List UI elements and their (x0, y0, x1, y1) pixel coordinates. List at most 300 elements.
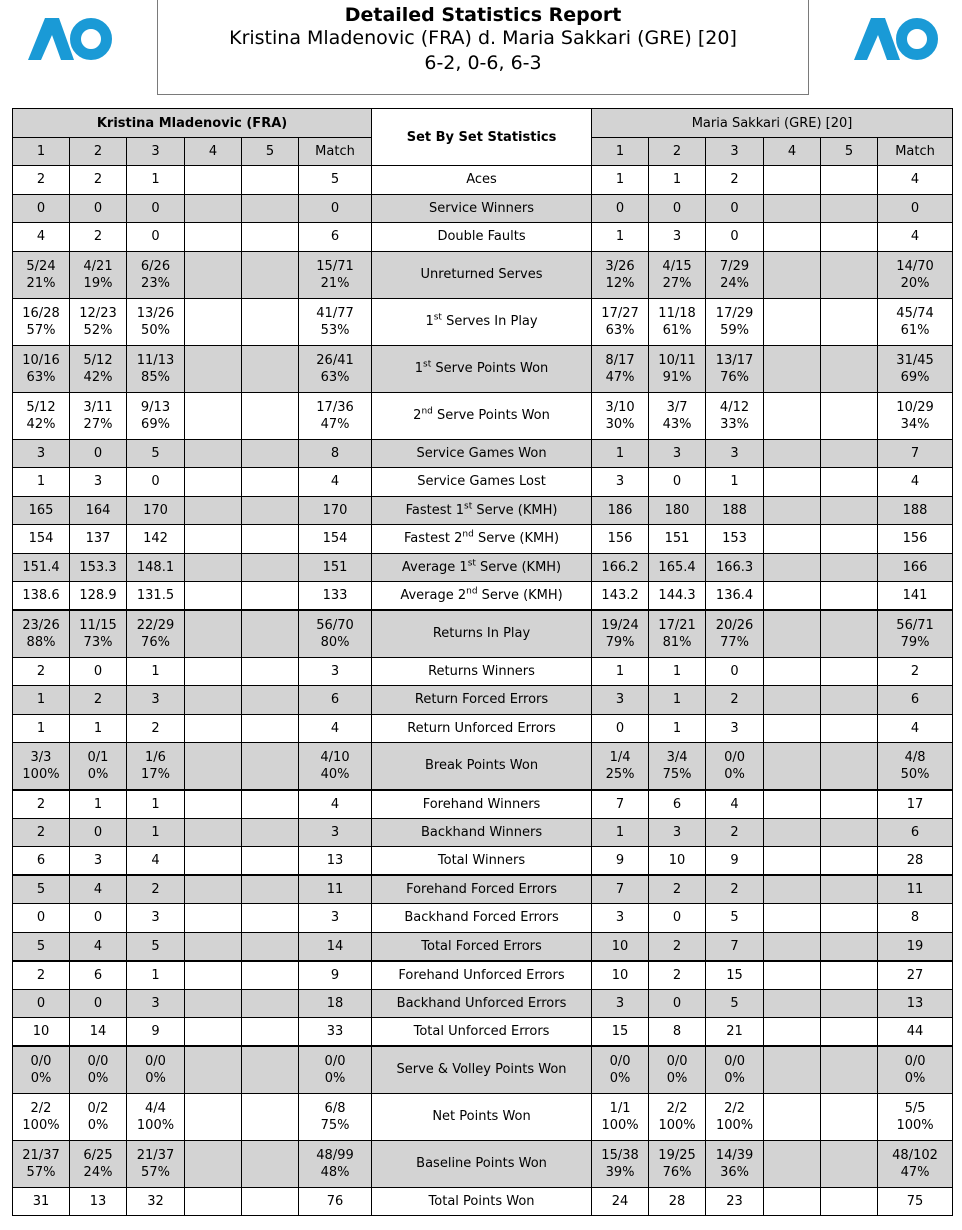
p1-set-value (185, 392, 242, 439)
p1-set-value: 0/1 0% (70, 743, 127, 790)
p2-set-value: 0/0 0% (592, 1046, 649, 1093)
p2-set-value: 2 (878, 657, 953, 686)
p2-set-value (764, 1140, 821, 1187)
p1-set-value: 41/77 53% (299, 298, 372, 345)
stat-row (13, 686, 953, 715)
p1-set-value (185, 714, 242, 743)
p2-set-value (764, 553, 821, 582)
p2-set-value (821, 439, 878, 468)
stat-row (13, 904, 953, 933)
stat-row (13, 714, 953, 743)
p1-set-value (242, 875, 299, 904)
p1-set-value: 2 (127, 875, 185, 904)
p1-set-value: 15/71 21% (299, 251, 372, 298)
p2-set-value: 11/18 61% (649, 298, 706, 345)
p2-set-value: 4 (878, 166, 953, 195)
p1-set-value: 76 (299, 1187, 372, 1216)
p1-set-value (242, 345, 299, 392)
ao-logo-right (854, 18, 938, 64)
stat-row (13, 847, 953, 876)
p1-set-value: 22/29 76% (127, 610, 185, 657)
p2-set-value: 13/17 76% (706, 345, 764, 392)
p1-set-value (185, 553, 242, 582)
p1-set-value (242, 525, 299, 554)
p1-set-value: 1 (70, 714, 127, 743)
stat-row (13, 223, 953, 252)
p2-set-value: 2 (706, 166, 764, 195)
p1-set-value: 11/15 73% (70, 610, 127, 657)
p1-set-value: 3 (299, 818, 372, 847)
p2-set-value: 2 (649, 961, 706, 990)
p2-set-value: 10/11 91% (649, 345, 706, 392)
p2-set-value (764, 1018, 821, 1047)
p1-col-label: 3 (127, 138, 185, 166)
p1-set-value (185, 790, 242, 819)
p2-set-value: 0/0 0% (706, 1046, 764, 1093)
p2-set-value: 7 (706, 932, 764, 961)
p1-set-value (242, 743, 299, 790)
ao-logo-left (28, 18, 112, 64)
stat-row (13, 392, 953, 439)
p2-set-value: 1 (649, 166, 706, 195)
p1-set-value: 21/37 57% (127, 1140, 185, 1187)
p2-set-value: 0 (706, 657, 764, 686)
p2-set-value: 0/0 0% (649, 1046, 706, 1093)
p2-set-value (821, 610, 878, 657)
p1-set-value: 11/13 85% (127, 345, 185, 392)
p1-set-value: 148.1 (127, 553, 185, 582)
p2-set-value: 3/10 30% (592, 392, 649, 439)
p1-set-value: 3 (299, 657, 372, 686)
stat-row (13, 790, 953, 819)
p1-set-value (242, 1187, 299, 1216)
p2-set-value (821, 657, 878, 686)
p1-set-value (185, 166, 242, 195)
p2-set-value: 4 (706, 790, 764, 819)
p2-set-value: 19/25 76% (649, 1140, 706, 1187)
p1-set-value: 0 (13, 989, 70, 1018)
p1-set-value: 10 (13, 1018, 70, 1047)
p2-set-value (764, 657, 821, 686)
p2-set-value: 0/0 0% (706, 743, 764, 790)
p2-set-value (821, 714, 878, 743)
p1-set-value: 0 (127, 223, 185, 252)
stat-row (13, 496, 953, 525)
p1-set-value: 154 (299, 525, 372, 554)
p1-set-value: 1 (70, 790, 127, 819)
p1-col-label: 2 (70, 138, 127, 166)
p1-set-value (185, 194, 242, 223)
p1-set-value: 26/41 63% (299, 345, 372, 392)
stat-label: Break Points Won (372, 743, 592, 790)
p2-set-value: 3 (592, 904, 649, 933)
p2-set-value: 3 (649, 223, 706, 252)
p2-set-value: 3 (649, 818, 706, 847)
p2-set-value: 0 (706, 223, 764, 252)
stat-label: Total Winners (372, 847, 592, 876)
p1-set-value: 10/16 63% (13, 345, 70, 392)
p2-set-value (764, 223, 821, 252)
p2-set-value: 2 (649, 875, 706, 904)
p2-set-value: 1 (592, 818, 649, 847)
p1-set-value: 164 (70, 496, 127, 525)
p1-set-value: 0/0 0% (13, 1046, 70, 1093)
p2-set-value (821, 525, 878, 554)
p1-set-value (185, 818, 242, 847)
p1-set-value (185, 525, 242, 554)
stat-row (13, 818, 953, 847)
p2-set-value: 10 (592, 932, 649, 961)
p2-set-value: 19/24 79% (592, 610, 649, 657)
p1-set-value (242, 1140, 299, 1187)
p1-set-value (185, 989, 242, 1018)
stat-row (13, 989, 953, 1018)
p2-set-value: 2 (706, 875, 764, 904)
p2-set-value (821, 251, 878, 298)
stat-row (13, 345, 953, 392)
p2-set-value (764, 1093, 821, 1140)
p2-set-value (764, 818, 821, 847)
p2-set-value: 10 (649, 847, 706, 876)
p1-set-value: 18 (299, 989, 372, 1018)
p2-set-value: 17/27 63% (592, 298, 649, 345)
p1-set-value (185, 582, 242, 611)
p1-set-value (242, 553, 299, 582)
p1-set-value (242, 468, 299, 497)
p1-set-value: 2/2 100% (13, 1093, 70, 1140)
p1-set-value: 14 (70, 1018, 127, 1047)
p1-set-value: 12/23 52% (70, 298, 127, 345)
ordinal-suffix: st (433, 312, 442, 323)
p2-set-value (764, 610, 821, 657)
p1-set-value: 1 (13, 714, 70, 743)
p1-set-value (185, 686, 242, 715)
p2-set-value: 4 (878, 714, 953, 743)
ordinal-suffix: nd (462, 529, 474, 540)
p1-set-value: 0 (70, 989, 127, 1018)
p2-set-value: 6 (878, 818, 953, 847)
p2-set-value: 4 (878, 223, 953, 252)
stat-row (13, 961, 953, 990)
p1-set-value: 1/6 17% (127, 743, 185, 790)
p1-set-value: 4 (299, 468, 372, 497)
stat-label: Unreturned Serves (372, 251, 592, 298)
p2-set-value (764, 194, 821, 223)
p1-set-value: 0/0 0% (299, 1046, 372, 1093)
stat-row (13, 298, 953, 345)
p1-set-value: 0 (70, 439, 127, 468)
p1-set-value: 1 (127, 790, 185, 819)
stat-row (13, 657, 953, 686)
p1-set-value: 5/24 21% (13, 251, 70, 298)
p1-set-value: 1 (13, 468, 70, 497)
p2-set-value: 186 (592, 496, 649, 525)
stat-label: Average 2nd Serve (KMH) (372, 582, 592, 611)
p1-set-value: 170 (127, 496, 185, 525)
p1-set-value: 1 (127, 657, 185, 686)
player1-name: Kristina Mladenovic (FRA) (13, 109, 372, 138)
stat-label: Return Forced Errors (372, 686, 592, 715)
p1-set-value (242, 818, 299, 847)
p1-set-value: 48/99 48% (299, 1140, 372, 1187)
center-header: Set By Set Statistics (372, 109, 592, 166)
p2-set-value: 9 (706, 847, 764, 876)
p2-set-value (821, 686, 878, 715)
p1-set-value (242, 1093, 299, 1140)
p2-set-value: 15 (592, 1018, 649, 1047)
p2-set-value: 188 (706, 496, 764, 525)
stat-label: Total Forced Errors (372, 932, 592, 961)
p1-set-value: 0 (13, 904, 70, 933)
p2-set-value: 180 (649, 496, 706, 525)
p2-set-value: 6 (878, 686, 953, 715)
p1-set-value (242, 904, 299, 933)
p1-set-value: 13/26 50% (127, 298, 185, 345)
p2-col-label: 5 (821, 138, 878, 166)
p2-set-value (764, 525, 821, 554)
stat-row (13, 525, 953, 554)
p1-set-value: 3/11 27% (70, 392, 127, 439)
p1-set-value (185, 904, 242, 933)
p1-set-value: 151 (299, 553, 372, 582)
p1-set-value: 154 (13, 525, 70, 554)
p2-set-value: 8 (649, 1018, 706, 1047)
p1-set-value (242, 686, 299, 715)
p1-set-value: 5 (299, 166, 372, 195)
p2-set-value: 156 (878, 525, 953, 554)
p1-set-value (242, 1046, 299, 1093)
stat-row (13, 1187, 953, 1216)
p1-set-value: 4/21 19% (70, 251, 127, 298)
p1-set-value (242, 714, 299, 743)
p1-set-value: 0 (127, 468, 185, 497)
p2-set-value: 7 (592, 875, 649, 904)
p1-set-value: 131.5 (127, 582, 185, 611)
p1-set-value (185, 345, 242, 392)
p2-set-value: 1/4 25% (592, 743, 649, 790)
stat-row (13, 1046, 953, 1093)
p1-set-value: 6/26 23% (127, 251, 185, 298)
stat-label: Fastest 1st Serve (KMH) (372, 496, 592, 525)
stat-label: Returns Winners (372, 657, 592, 686)
p1-set-value: 0/2 0% (70, 1093, 127, 1140)
p2-set-value: 2 (706, 818, 764, 847)
p2-set-value: 4 (878, 468, 953, 497)
p1-set-value: 6 (70, 961, 127, 990)
p2-set-value: 3/7 43% (649, 392, 706, 439)
p2-set-value: 17/21 81% (649, 610, 706, 657)
p2-set-value (764, 582, 821, 611)
p1-set-value: 8 (299, 439, 372, 468)
p2-set-value (821, 932, 878, 961)
p2-set-value: 5/5 100% (878, 1093, 953, 1140)
p2-set-value (764, 961, 821, 990)
p1-set-value: 5/12 42% (13, 392, 70, 439)
p2-set-value: 10/29 34% (878, 392, 953, 439)
stat-label: Return Unforced Errors (372, 714, 592, 743)
p1-set-value: 2 (70, 686, 127, 715)
p2-set-value: 19 (878, 932, 953, 961)
p1-set-value: 32 (127, 1187, 185, 1216)
p1-set-value: 56/70 80% (299, 610, 372, 657)
p2-set-value: 45/74 61% (878, 298, 953, 345)
p1-set-value (185, 496, 242, 525)
p2-set-value: 7/29 24% (706, 251, 764, 298)
p2-set-value: 48/102 47% (878, 1140, 953, 1187)
p2-set-value: 166.2 (592, 553, 649, 582)
p2-set-value (764, 875, 821, 904)
p1-set-value: 2 (70, 223, 127, 252)
p1-set-value: 13 (70, 1187, 127, 1216)
p2-set-value (764, 932, 821, 961)
p1-col-label: 1 (13, 138, 70, 166)
p1-set-value: 0 (70, 657, 127, 686)
p1-set-value (242, 194, 299, 223)
p1-set-value: 3 (70, 847, 127, 876)
p2-set-value (764, 743, 821, 790)
stat-label: Backhand Forced Errors (372, 904, 592, 933)
stat-row (13, 194, 953, 223)
p2-set-value: 23 (706, 1187, 764, 1216)
p2-col-label: Match (878, 138, 953, 166)
p1-set-value: 3 (13, 439, 70, 468)
p2-set-value: 1 (649, 657, 706, 686)
p2-set-value: 1 (592, 223, 649, 252)
p2-set-value (764, 166, 821, 195)
p1-set-value: 1 (127, 961, 185, 990)
p1-set-value (185, 875, 242, 904)
p2-set-value: 4/8 50% (878, 743, 953, 790)
p2-set-value: 44 (878, 1018, 953, 1047)
p1-set-value: 2 (13, 961, 70, 990)
p2-set-value: 0 (649, 904, 706, 933)
p1-set-value: 0 (70, 904, 127, 933)
p2-set-value (821, 298, 878, 345)
p2-set-value: 8 (878, 904, 953, 933)
p2-set-value: 3 (706, 714, 764, 743)
report-header (157, 0, 809, 95)
p2-set-value: 165.4 (649, 553, 706, 582)
stat-label: Forehand Winners (372, 790, 592, 819)
p2-set-value: 10 (592, 961, 649, 990)
p2-set-value: 3 (592, 989, 649, 1018)
p2-col-label: 3 (706, 138, 764, 166)
p2-set-value: 0 (649, 194, 706, 223)
p1-set-value: 9/13 69% (127, 392, 185, 439)
p2-set-value (821, 790, 878, 819)
p1-set-value: 170 (299, 496, 372, 525)
match-score: 6-2, 0-6, 6-3 (424, 52, 542, 74)
p1-set-value (185, 1140, 242, 1187)
p1-set-value: 3 (127, 989, 185, 1018)
p1-set-value: 4 (127, 847, 185, 876)
p1-set-value (185, 610, 242, 657)
p2-set-value (821, 166, 878, 195)
p2-set-value (821, 875, 878, 904)
p1-set-value (185, 961, 242, 990)
ordinal-suffix: nd (466, 586, 478, 597)
p2-set-value: 13 (878, 989, 953, 1018)
p1-set-value (242, 989, 299, 1018)
p2-set-value: 2/2 100% (706, 1093, 764, 1140)
p2-set-value: 3 (706, 439, 764, 468)
p2-set-value: 17/29 59% (706, 298, 764, 345)
p2-set-value: 3 (649, 439, 706, 468)
p1-set-value: 3 (70, 468, 127, 497)
p1-set-value (242, 496, 299, 525)
p2-set-value: 2/2 100% (649, 1093, 706, 1140)
p1-set-value: 6 (299, 686, 372, 715)
stat-label: Total Points Won (372, 1187, 592, 1216)
p2-set-value: 0 (878, 194, 953, 223)
p1-set-value: 1 (13, 686, 70, 715)
p2-set-value: 4/12 33% (706, 392, 764, 439)
p2-set-value: 15/38 39% (592, 1140, 649, 1187)
stat-row (13, 1093, 953, 1140)
report-title: Detailed Statistics Report (344, 4, 622, 26)
p2-set-value: 1 (649, 714, 706, 743)
stat-label: Backhand Winners (372, 818, 592, 847)
p1-set-value (185, 657, 242, 686)
p2-set-value (764, 847, 821, 876)
stat-row (13, 610, 953, 657)
p1-set-value (242, 166, 299, 195)
p1-set-value: 0 (13, 194, 70, 223)
p2-set-value (764, 1187, 821, 1216)
stat-label: 1st Serve Points Won (372, 345, 592, 392)
p1-set-value: 33 (299, 1018, 372, 1047)
stat-label: Total Unforced Errors (372, 1018, 592, 1047)
stat-row (13, 743, 953, 790)
p2-set-value: 3/26 12% (592, 251, 649, 298)
p1-set-value: 17/36 47% (299, 392, 372, 439)
p1-set-value (185, 743, 242, 790)
p1-set-value: 2 (13, 657, 70, 686)
p2-set-value: 1 (649, 686, 706, 715)
stat-label: Aces (372, 166, 592, 195)
p1-set-value: 31 (13, 1187, 70, 1216)
stat-row (13, 251, 953, 298)
p1-set-value (242, 392, 299, 439)
p1-set-value: 151.4 (13, 553, 70, 582)
p2-set-value: 75 (878, 1187, 953, 1216)
p1-set-value: 0/0 0% (127, 1046, 185, 1093)
stat-row (13, 1018, 953, 1047)
stat-label: 2nd Serve Points Won (372, 392, 592, 439)
p1-set-value (242, 610, 299, 657)
p2-col-label: 4 (764, 138, 821, 166)
p1-set-value: 1 (127, 818, 185, 847)
p2-set-value: 166 (878, 553, 953, 582)
p1-set-value (242, 847, 299, 876)
p2-set-value: 7 (592, 790, 649, 819)
p2-set-value (764, 298, 821, 345)
stat-label: Baseline Points Won (372, 1140, 592, 1187)
stat-label: Serve & Volley Points Won (372, 1046, 592, 1093)
p1-set-value: 153.3 (70, 553, 127, 582)
p1-set-value (242, 439, 299, 468)
p2-set-value (764, 904, 821, 933)
p1-set-value: 128.9 (70, 582, 127, 611)
p2-set-value: 143.2 (592, 582, 649, 611)
p1-set-value: 6/25 24% (70, 1140, 127, 1187)
player2-name: Maria Sakkari (GRE) [20] (592, 109, 953, 138)
p1-set-value: 0 (299, 194, 372, 223)
p2-set-value (821, 1187, 878, 1216)
stat-label: Returns In Play (372, 610, 592, 657)
p2-set-value: 151 (649, 525, 706, 554)
p1-set-value: 3 (127, 904, 185, 933)
